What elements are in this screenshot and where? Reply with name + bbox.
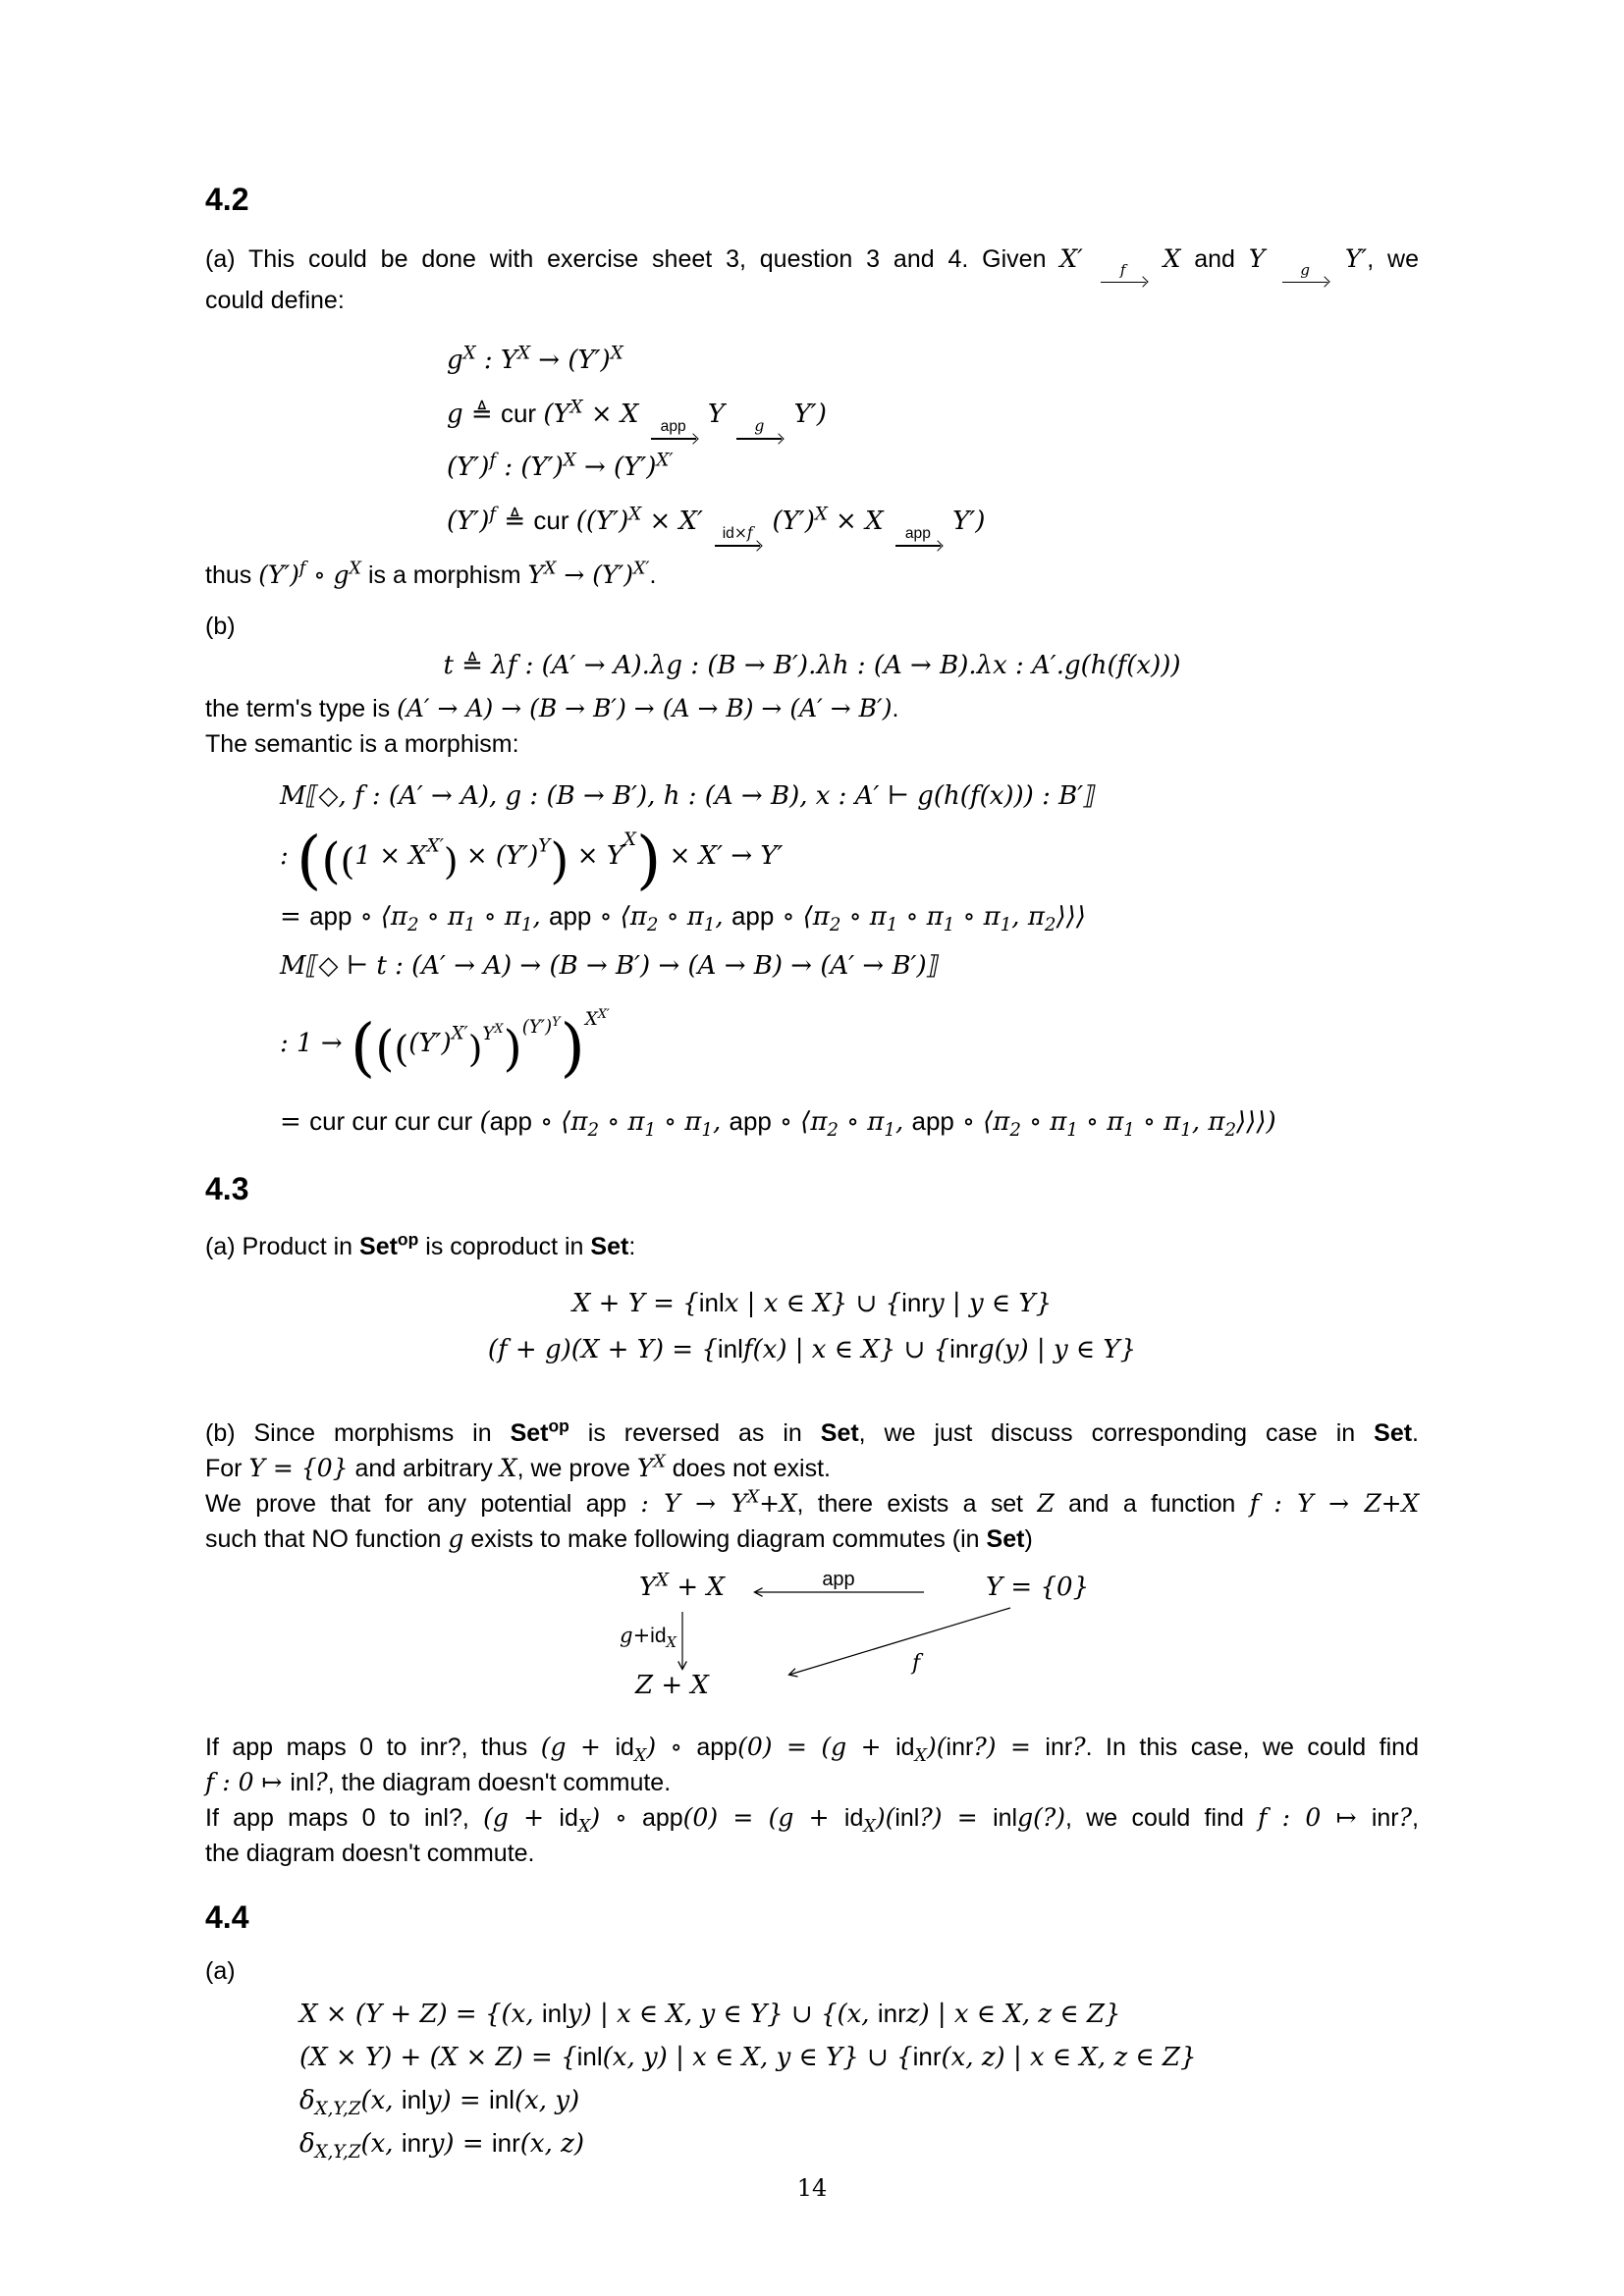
paragraph-line: For Y = {0} and arbitrary X, we prove $Y^X$ does not exist. — [205, 1452, 831, 1483]
equation-line-exponent-tower: : $1 \to ((((Y')^{X'})^{Y^X})^{(Y')^Y})^{X^{X'}}$ — [280, 1006, 610, 1086]
paragraph-line: (a) This could be done with exercise sheet 3, question 3 and 4. Given X′ f X and Y g Y′, we — [205, 241, 1419, 283]
diagram-arrow-f — [789, 1608, 1010, 1675]
page-number: 14 — [796, 2174, 828, 2202]
paragraph-line: f : 0 ↦ inl?, the diagram doesn't commute. — [205, 1768, 672, 1797]
diagram-label-app: app — [822, 1569, 855, 1591]
paragraph-line: (b) Since morphisms in Set$^{op}$ is reversed as in Set, we just discuss corresponding case in Set. — [205, 1415, 1419, 1448]
paragraph-line: If app maps 0 to inr?, thus $(g + id_X)$ ∘ $app(0) = (g + id_X)(inr?)$ = inr?. In this case, we could find — [205, 1733, 1419, 1767]
equation-line: M⟦◇, f : (A′ → A), g : (B → B′), h : (A → B), x : A′ ⊢ g(h(f(x))) : B′⟧ — [280, 781, 1096, 812]
equation-line: = cur cur cur cur (app ∘ $⟨\pi_2$ ∘ $\pi_1$ ∘ $\pi_1$, app ∘ $⟨\pi_2$ ∘ $\pi_1$, app ∘ $⟨\pi_2$ ∘ $\pi_1$ ∘ $\pi_1$ ∘ $\pi_1$, $\pi_2⟩⟩⟩$) — [280, 1106, 1276, 1142]
diagram-node-y-equals-0: Y = {0} — [986, 1573, 1090, 1603]
item-label-b: (b) — [205, 613, 236, 641]
diagram-label-f: f — [912, 1651, 921, 1677]
equation-line: M⟦◇ ⊢ t : (A′ → A) → (B → B′) → (A → B) → (A′ → B′)⟧ — [280, 951, 940, 982]
equation-line: (X × Y) + (X × Z) = {inl(x, y) | x ∈ X, y ∈ Y} ∪ {inr(x, z) | x ∈ X, z ∈ Z} — [299, 2042, 1197, 2073]
section-heading-4-2: 4.2 — [205, 182, 249, 217]
paragraph-line: The semantic is a morphism: — [205, 730, 519, 759]
paragraph-4-3-b — [205, 1415, 1419, 1557]
equation-block-4-2-a — [447, 334, 1419, 548]
equation-line: g ≜ cur ($Y^X \times X$ app Y g Y′) — [447, 387, 1419, 441]
equation-line: $g^X$ : $Y^X \to (Y')^X$ — [447, 343, 623, 376]
equation-block-4-4-a — [299, 1993, 1419, 2165]
section-heading-4-4: 4.4 — [205, 1899, 249, 1936]
paragraph-4-3-conclusion — [205, 1730, 1419, 1871]
item-label-a: (a) — [205, 1957, 236, 1986]
equation-line: $(Y')^f$ ≜ cur ($(Y')^X \times X'$ id×f $(Y')^X \times X$ app Y′) — [447, 494, 1419, 548]
equation-line: $(Y')^f$ : $(Y')^X \to (Y')^{X'}$ — [447, 450, 674, 483]
equation-line: X + Y = {inlx | x ∈ X} ∪ {inry | y ∈ Y} — [571, 1288, 1053, 1319]
equation-t-definition: t ≜ λf : (A′ → A).λg : (B → B′).λh : (A → B).λx : A′.g(h(f(x))) — [443, 651, 1181, 681]
commutative-diagram — [618, 1569, 1128, 1710]
equation-line: X × (Y + Z) = {(x, inly) | x ∈ X, y ∈ Y} ∪ {(x, inrz) | x ∈ X, z ∈ Z} — [299, 1999, 1121, 2030]
paragraph-thus: thus $(Y')^f$ ∘ $g^X$ is a morphism $Y^X \to (Y')^{X'}$. — [205, 559, 657, 590]
equation-line: = app ∘ $⟨\pi_2$ ∘ $\pi_1$ ∘ $\pi_1$, app ∘ $⟨\pi_2$ ∘ $\pi_1$, app ∘ $⟨\pi_2$ ∘ $\pi_1$ ∘ $\pi_1$ ∘ $\pi_1$, $\pi_2⟩⟩⟩$ — [280, 901, 1086, 936]
paragraph-line: could define: — [205, 287, 345, 315]
equation-block-semantics — [280, 775, 1419, 1143]
equation-line: (f + g)(X + Y) = {inlf(x) | x ∈ X} ∪ {inrg(y) | y ∈ Y} — [487, 1334, 1137, 1365]
equation-line: $\delta_{X,Y,Z}(x$, inry) = inr(x, z) — [299, 2128, 584, 2163]
paragraph-line: the diagram doesn't commute. — [205, 1840, 535, 1868]
paragraph-line: such that NO function g exists to make following diagram commutes (in Set) — [205, 1524, 1033, 1554]
equation-line: : $(((1 \times X^{X'}) \times (Y')^Y) \times Y^X) \times X' \to Y'$ — [280, 824, 784, 898]
diagram-label-g-plus-id: $g+id_X$ — [620, 1624, 677, 1652]
paragraph-term-type — [205, 691, 1419, 762]
diagram-node-z-plus-x: Z + X — [635, 1671, 709, 1701]
paragraph-4-3-a: (a) Product in Set$^{op}$ is coproduct in Set: — [205, 1229, 636, 1261]
paragraph-line: We prove that for any potential app : $Y \to Y^X+X$, there exists a set Z and a function f : Y → Z+X — [205, 1487, 1419, 1519]
paragraph-line: the term's type is (A′ → A) → (B → B′) → (A → B) → (A′ → B′). — [205, 694, 899, 723]
paragraph-4-2-a — [205, 241, 1419, 318]
paragraph-line: If app maps 0 to inl?, $(g + id_X)$ ∘ $app(0) = (g + id_X)(inl?)$ = inlg(?), we could find f : 0 ↦ inr?, — [205, 1803, 1419, 1838]
page-content — [205, 183, 1419, 2165]
equation-line: $\delta_{X,Y,Z}(x$, inly) = inl(x, y) — [299, 2085, 580, 2120]
equation-block-4-3-a — [205, 1280, 1419, 1372]
diagram-node-yx-plus-x: $Y^X + X$ — [639, 1570, 725, 1603]
section-heading-4-3: 4.3 — [205, 1171, 249, 1207]
